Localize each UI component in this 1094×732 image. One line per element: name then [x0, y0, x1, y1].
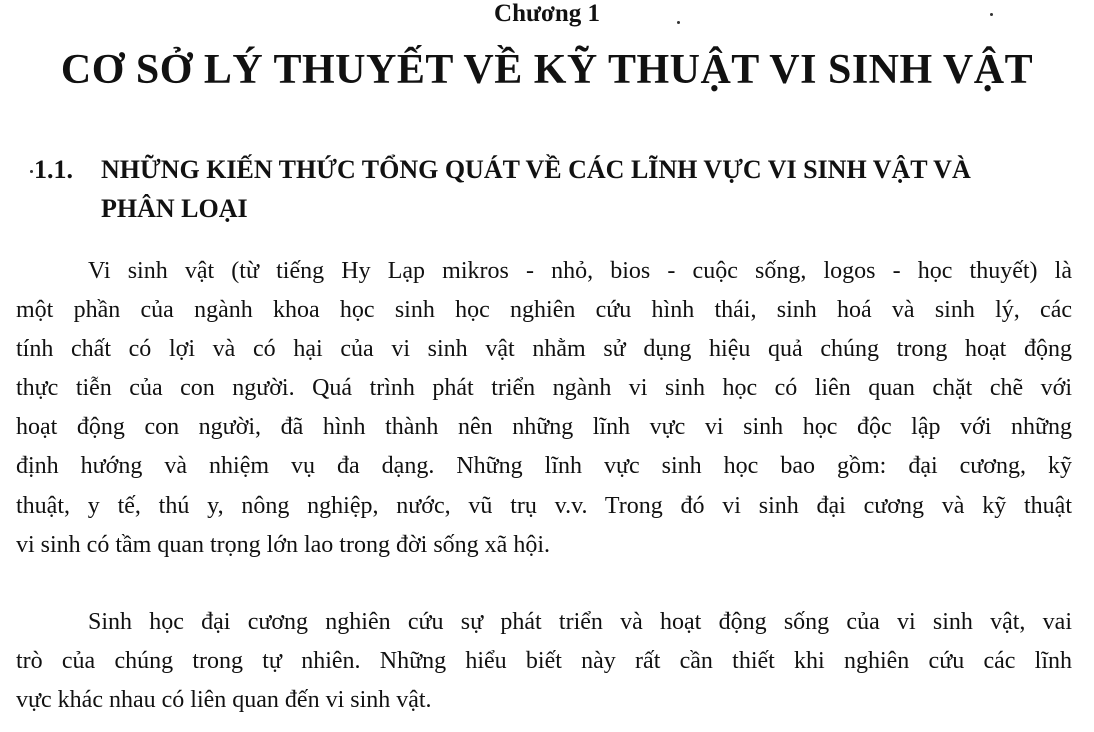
section-heading	[34, 150, 1074, 228]
scan-speck	[990, 13, 993, 16]
chapter-label: Chương 1	[494, 0, 600, 27]
paragraph-line: Sinh học đại cương nghiên cứu sự phát triển và hoạt động sống của vi sinh vật, vai	[88, 609, 1072, 635]
paragraph-line: một phần của ngành khoa học sinh học nghiên cứu hình thái, sinh hoá và sinh lý, các	[16, 297, 1072, 324]
paragraph-line: định hướng và nhiệm vụ đa dạng. Những lĩnh vực sinh học bao gồm: đại cương, kỹ	[16, 453, 1072, 480]
paragraph-line: Vi sinh vật (từ tiếng Hy Lạp mikros - nhỏ, bios - cuộc sống, logos - học thuyết) là	[88, 258, 1072, 284]
paragraph-line: trò của chúng trong tự nhiên. Những hiểu biết này rất cần thiết khi nghiên cứu các lĩnh	[16, 648, 1072, 675]
paragraph-line: vực khác nhau có liên quan đến vi sinh vật.	[16, 687, 432, 714]
paragraph-1	[16, 252, 1072, 565]
scan-speck	[677, 21, 680, 24]
section-number: 1.1.	[34, 155, 73, 184]
chapter-title: CƠ SỞ LÝ THUYẾT VỀ KỸ THUẬT VI SINH VẬT	[60, 47, 1034, 93]
section-title-line-1: NHỮNG KIẾN THỨC TỔNG QUÁT VỀ CÁC LĨNH VỰC VI SINH VẬT VÀ	[101, 155, 971, 184]
paragraph-line: thực tiễn của con người. Quá trình phát triển ngành vi sinh học có liên quan chặt chẽ với	[16, 375, 1072, 402]
paragraph-line: tính chất có lợi và có hại của vi sinh vật nhằm sử dụng hiệu quả chúng trong hoạt động	[16, 336, 1072, 363]
paragraph-line: vi sinh có tầm quan trọng lớn lao trong đời sống xã hội.	[16, 531, 550, 558]
section-title-line-2: PHÂN LOẠI	[101, 194, 248, 223]
scan-speck	[30, 170, 33, 173]
paragraph-2	[16, 603, 1072, 720]
paragraph-line: hoạt động con người, đã hình thành nên những lĩnh vực vi sinh học độc lập với những	[16, 414, 1072, 441]
paragraph-line: thuật, y tế, thú y, nông nghiệp, nước, vũ trụ v.v. Trong đó vi sinh đại cương và kỹ thuật	[16, 492, 1072, 519]
